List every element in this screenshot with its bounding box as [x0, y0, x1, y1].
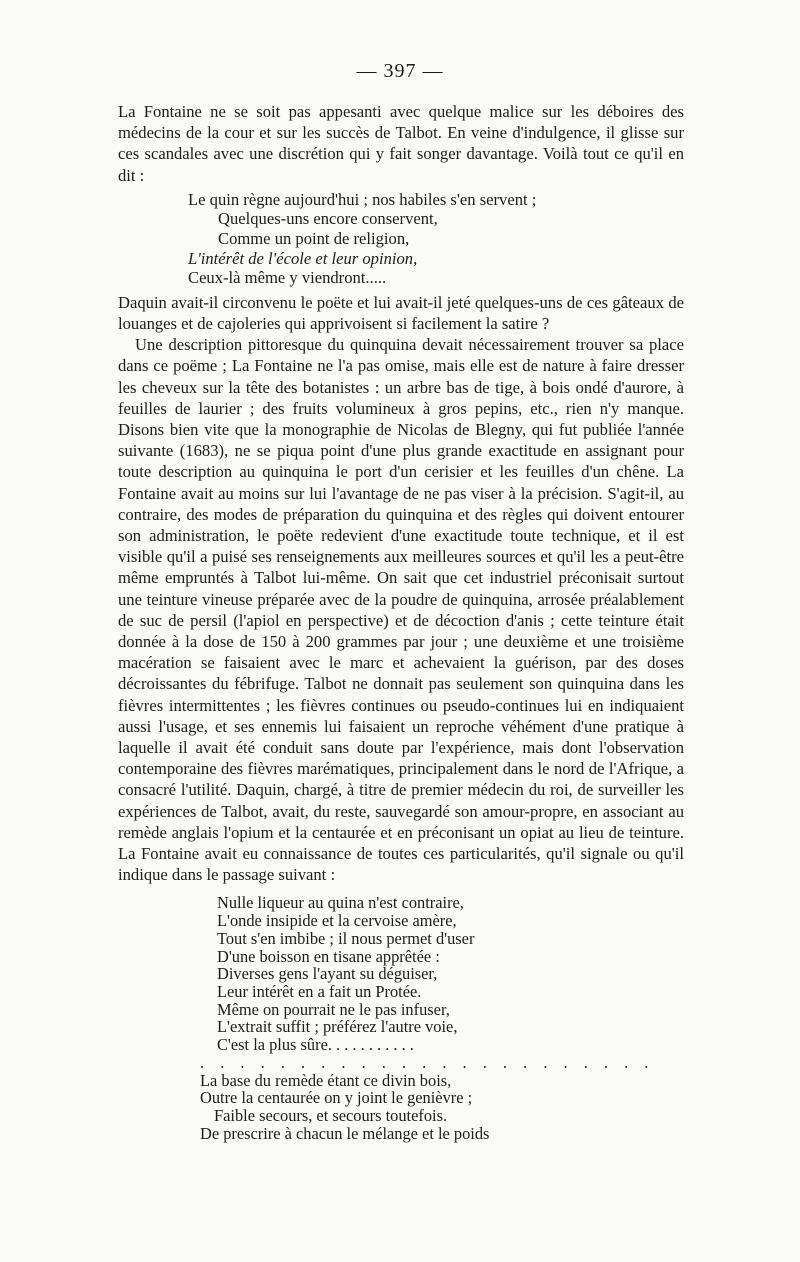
verse-line-italic: L'intérêt de l'école et leur opinion,	[188, 248, 418, 268]
verse-line: Diverses gens l'ayant su déguiser,	[217, 964, 438, 984]
page-body	[118, 101, 684, 1142]
verse-line: Comme un point de religion,	[218, 229, 410, 248]
verse-line: Outre la centaurée on y joint le genièvre ;	[200, 1088, 473, 1108]
paragraph-daquin: Daquin avait-il circonvenu le poëte et lui avait-il jeté quelques-uns de ces gâteaux de louanges et de cajoleries qui apprivoisent si facilement la satire ?	[118, 292, 684, 333]
verse-line: Ceux-là même y viendront.....	[188, 268, 387, 288]
verse-line: La base du remède étant ce divin bois,	[200, 1070, 452, 1090]
verse-block-quin	[118, 190, 684, 288]
verse-line: Leur intérêt en a fait un Protée.	[217, 981, 422, 1001]
paragraph-description: Une description pittoresque du quinquina devait nécessairement trouver sa place dans ce poëme ; La Fontaine ne l'a pas omise, mais elle est de nature à faire dresser les cheveux sur la tête des botanistes : un arbre bas de tige, à bois ondé d'aurore, à feuilles de laurier ; des fruits volumineux à gros pepins, etc., rien n'y manque. Disons bien vite que la monographie de Nicolas de Blegny, qui fut publiée l'année suivante (1683), ne se piqua point d'une plus grande exactitude en assignant pour toute description au quinquina le port d'un cerisier et les feuilles d'un chêne. La Fontaine avait au moins sur lui l'avantage de ne pas viser à la précision. S'agit-il, au contraire, des modes de préparation du quinquina et des règles qui doivent entourer son administration, le poëte redevient d'une exactitude toute technique, et il est visible qu'il a puisé ses renseignements aux meilleures sources et qu'il les a peut-être même empruntés à Talbot lui-même. On sait que cet industriel préconisait surtout une teinture vineuse préparée avec de la poudre de quinquina, arrosée préalablement de suc de persil (l'apiol en perspective) et de décoction d'anis ; cette teinture était donnée à la dose de 150 à 200 grammes par jour ; une deuxième et une troisième macération se faisaient avec le marc et achevaient la guérison, par des doses décroissantes du fébrifuge. Talbot ne donnait pas seulement son quinquina dans les fièvres intermittentes ; les fièvres continues ou pseudo-continues lui en indiquaient aussi l'usage, et ses ennemis lui faisaient un reproche véhément d'une pratique à laquelle il avait été conduit sans doute par l'expérience, mais dont l'observation contemporaine des fièvres marématiques, principalement dans le nord de l'Afrique, a consacré l'utilité. Daquin, chargé, à titre de premier médecin du roi, de surveiller les expériences de Talbot, avait, du reste, sauvegardé son amour-propre, en associant au remède anglais l'opium et la centaurée et en préconisant un opiat au lieu de teinture. La Fontaine avait eu connaissance de toutes ces particularités, qu'il signale ou qu'il indique dans le passage suivant :	[118, 335, 684, 885]
paragraph-intro: La Fontaine ne se soit pas appesanti avec quelque malice sur les déboires des médecins de la cour et sur les succès de Talbot. En veine d'indulgence, il glisse sur ces scandales avec une discrétion qui y fait songer davantage. Voilà tout ce qu'il en dit :	[118, 102, 684, 185]
verse-line: C'est la plus sûre. . . . . . . . . . .	[217, 1035, 414, 1055]
verse-line: Nulle liqueur au quina n'est contraire,	[217, 893, 464, 913]
verse-block-quina	[118, 894, 684, 1142]
verse-line: Quelques-uns encore conservent,	[218, 209, 438, 229]
verse-line: Même on pourrait ne le pas infuser,	[217, 999, 450, 1019]
verse-line: Le quin règne aujourd'hui ; nos habiles s'en servent ;	[188, 189, 537, 209]
verse-line: De prescrire à chacun le mélange et le poids	[200, 1123, 490, 1143]
verse-line: L'onde insipide et la cervoise amère,	[217, 911, 457, 931]
verse-line: D'une boisson en tisane apprêtée :	[217, 946, 440, 966]
verse-line: Faible secours, et secours toutefois.	[214, 1105, 448, 1125]
verse-line: L'extrait suffit ; préférez l'autre voie,	[217, 1017, 458, 1037]
ellipsis-line: . . . . . . . . . . . . . . . . . . . . . . .	[200, 1052, 655, 1072]
page-number: — 397 —	[356, 60, 444, 82]
verse-line: Tout s'en imbibe ; il nous permet d'user	[217, 928, 475, 948]
